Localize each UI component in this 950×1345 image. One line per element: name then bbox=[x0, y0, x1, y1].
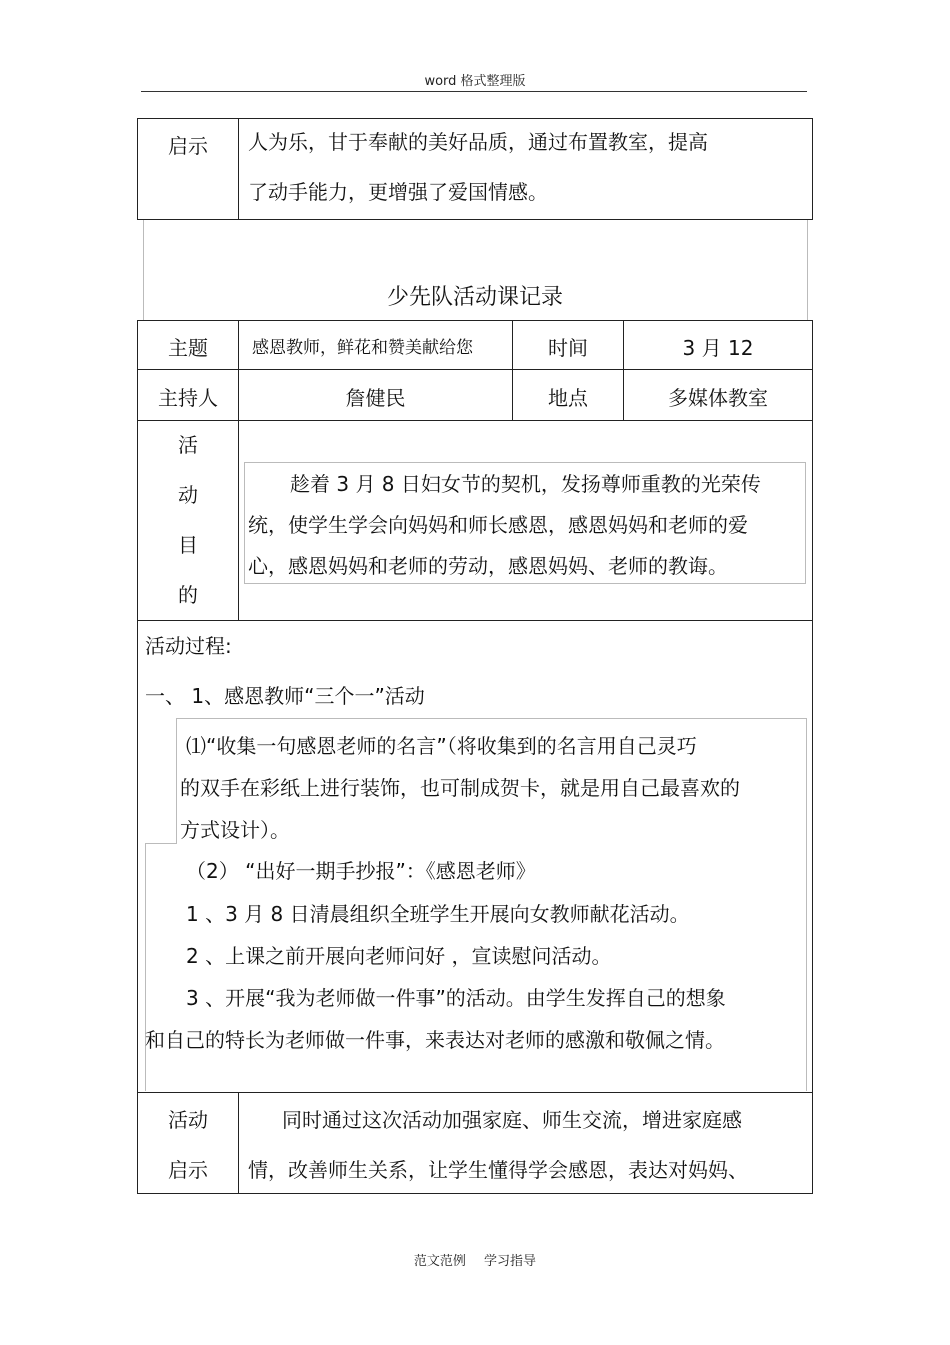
purpose-line-2: 统，使学生学会向妈妈和师长感恩，感恩妈妈和老师的爱 bbox=[248, 513, 748, 537]
page-footer: 范文范例 学习指导 bbox=[413, 1254, 537, 1269]
process-frame-right bbox=[806, 718, 807, 1091]
step-3-line-2: 和自己的特长为老师做一件事，来表达对老师的感激和敬佩之情。 bbox=[145, 1028, 725, 1052]
purpose-label-char-2: 动 bbox=[178, 483, 198, 507]
process-item-1: 一、 1、感恩教师“三个一”活动 bbox=[145, 684, 425, 708]
top-table-line-1: 人为乐，甘于奉献的美好品质，通过布置教室，提高 bbox=[248, 130, 708, 154]
step-3-line-1: 3 、开展“我为老师做一件事”的活动。由学生发挥自己的想象 bbox=[186, 986, 726, 1010]
record-title: 少先队活动课记录 bbox=[386, 285, 563, 310]
sub1-frame-step bbox=[145, 843, 177, 844]
sub2-line: （2） “出好一期手抄报”：《感恩老师》 bbox=[186, 859, 536, 883]
purpose-line-1: 趁着 3 月 8 日妇女节的契机，发扬尊师重教的光荣传 bbox=[290, 472, 761, 496]
sub1-frame-left bbox=[176, 718, 177, 844]
purpose-line-3: 心，感恩妈妈和老师的劳动，感恩妈妈、老师的教诲。 bbox=[248, 554, 728, 578]
step-2: 2 、上课之前开展向老师问好 ，宣读慰问活动。 bbox=[186, 944, 612, 968]
page-header: word 格式整理版 bbox=[424, 74, 526, 89]
insight-line-2: 情，改善师生关系，让学生懂得学会感恩，表达对妈妈、 bbox=[248, 1158, 748, 1182]
insight-divider bbox=[238, 1092, 239, 1194]
time-label: 时间 bbox=[548, 336, 588, 360]
top-table-label: 启示 bbox=[168, 134, 208, 158]
process-heading: 活动过程: bbox=[145, 634, 232, 658]
purpose-label-char-1: 活 bbox=[178, 433, 198, 457]
row1-bottom bbox=[137, 369, 813, 370]
theme-value: 感恩教师，鲜花和赞美献给您 bbox=[252, 338, 473, 358]
insight-label-2: 启示 bbox=[168, 1158, 208, 1182]
purpose-divider bbox=[238, 420, 239, 620]
insight-line-1: 同时通过这次活动加强家庭、师生交流，增进家庭感 bbox=[282, 1108, 742, 1132]
purpose-label-char-3: 目 bbox=[178, 533, 198, 557]
time-value: 3 月 12 bbox=[682, 336, 754, 360]
purpose-label-char-4: 的 bbox=[178, 583, 198, 607]
header-divider bbox=[141, 91, 807, 92]
host-label: 主持人 bbox=[158, 386, 218, 410]
sub1-line-3: 方式设计）。 bbox=[180, 818, 290, 842]
top-table-divider bbox=[238, 118, 239, 220]
purpose-bottom bbox=[137, 620, 813, 621]
sub1-frame-top bbox=[176, 718, 806, 719]
insight-label-1: 活动 bbox=[168, 1108, 208, 1132]
purpose-label bbox=[138, 420, 238, 620]
host-value: 詹健民 bbox=[345, 386, 406, 410]
top-table-line-2: 了动手能力，更增强了爱国情感。 bbox=[248, 180, 548, 204]
step-1: 1 、3 月 8 日清晨组织全班学生开展向女教师献花活动。 bbox=[186, 902, 690, 926]
place-label: 地点 bbox=[548, 386, 588, 410]
sub1-line-1: ⑴“收集一句感恩老师的名言”（将收集到的名言用自己灵巧 bbox=[186, 734, 697, 758]
theme-label: 主题 bbox=[168, 336, 208, 360]
place-value: 多媒体教室 bbox=[668, 386, 768, 410]
sub1-line-2: 的双手在彩纸上进行装饰，也可制成贺卡，就是用自己最喜欢的 bbox=[180, 776, 740, 800]
